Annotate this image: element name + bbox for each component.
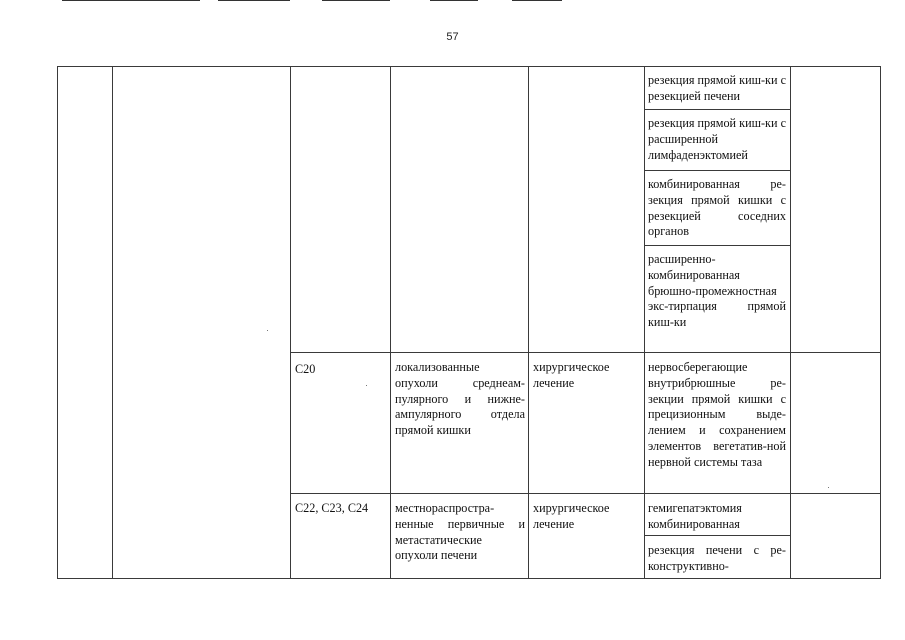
scan-artifact-line (62, 0, 200, 1)
method-cell: резекция прямой киш-ки с резекцией печени (648, 73, 786, 103)
row-divider (644, 245, 790, 246)
condition-cell: местнораспростра-ненные первичные и метастатические опухоли печени (395, 501, 525, 563)
scan-artifact-line (430, 0, 478, 1)
row-divider (644, 535, 790, 536)
scan-artifact-line (218, 0, 290, 1)
method-cell: расширенно-комбинированная брюшно-промежностная экс-тирпация прямой киш-ки (648, 252, 786, 330)
scan-speck (267, 330, 268, 331)
condition-cell: локализованные опухоли среднеам-пулярного и нижне-ампулярного отдела прямой кишки (395, 360, 525, 438)
column-divider (112, 66, 113, 579)
row-divider (644, 170, 790, 171)
column-divider (644, 66, 645, 579)
column-divider (790, 66, 791, 579)
method-cell: резекция прямой киш-ки с расширенной лимфаденэктомией (648, 116, 786, 162)
code-cell: C20 (295, 362, 316, 376)
page-number: 57 (446, 31, 459, 43)
column-divider (390, 66, 391, 579)
scan-artifact-line (512, 0, 562, 1)
treatment-type-cell: хирургическое лечение (533, 501, 610, 531)
row-divider (290, 352, 880, 353)
method-cell: комбинированная ре-зекция прямой кишки с резекцией соседних органов (648, 177, 786, 239)
column-divider (528, 66, 529, 579)
scan-speck (828, 487, 829, 488)
method-cell: нервосберегающие внутрибрюшные ре-зекции прямой кишки с прецизионным выде-лением и сохранением элементов вегетатив-ной нервной системы таза (648, 360, 786, 469)
method-cell: резекция печени с ре-конструктивно- (648, 543, 786, 573)
code-cell: C22, C23, C24 (295, 501, 369, 515)
method-cell: гемигепатэктомия комбинированная (648, 501, 742, 531)
scan-speck (366, 385, 367, 386)
row-divider (644, 109, 790, 110)
column-divider (290, 66, 291, 579)
treatment-type-cell: хирургическое лечение (533, 360, 610, 390)
scan-artifact-line (322, 0, 390, 1)
row-divider (290, 493, 880, 494)
